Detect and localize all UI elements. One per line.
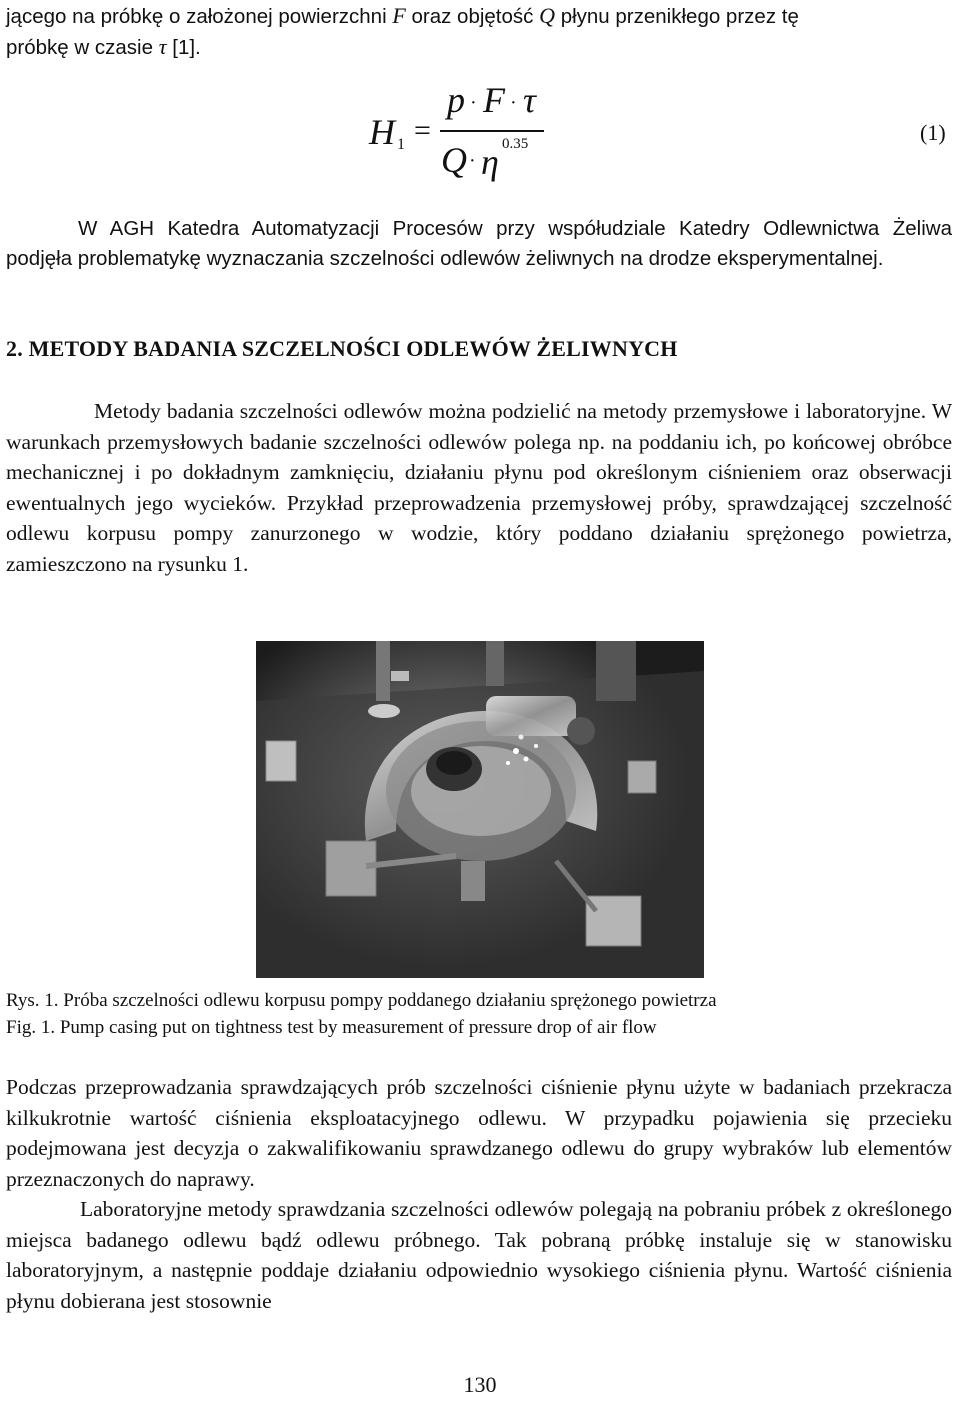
equation-dot-1: · xyxy=(470,92,477,114)
fraction-bar xyxy=(440,130,544,132)
top-text-line-1 xyxy=(6,0,952,32)
equation-num-tau: τ xyxy=(523,80,536,120)
equation-1 xyxy=(0,80,960,198)
top-text-2b: [1]. xyxy=(166,36,201,59)
paragraph-4: Laboratoryjne metody sprawdzania szczelności odlewów polegają na pobraniu próbek z określonego miejsca badanego odlewu bądź odlewu próbnego. Tak pobraną próbkę instaluje się w stanowisku laboratoryjnym, a następnie poddaje działaniu odpowiednio wysokiego ciśnienia płynu. Wartość ciśnienia płynu dobierana jest stosownie xyxy=(6,1197,952,1313)
top-text-1c: płynu przenikłego przez tę xyxy=(555,5,799,28)
equation-dot-3: · xyxy=(469,150,476,172)
figure-caption-english: Fig. 1. Pump casing put on tightness test by measurement of pressure drop of air flow xyxy=(6,1017,657,1038)
equation-den-eta: η xyxy=(481,142,499,182)
paragraph-3: Podczas przeprowadzania sprawdzających prób szczelności ciśnienie płynu użyte w badaniach przekracza kilkukrotnie wartość ciśnienia eksploatacyjnego odlewu. W przypadku pojawienia się przecieku podejmowana jest decyzja o zakwalifikowaniu sprawdzanego odlewu do grupy wybraków lub elementów przeznaczonych do naprawy. xyxy=(6,1075,952,1191)
top-text-2a: próbkę w czasie xyxy=(6,36,159,59)
photo-illustration xyxy=(256,641,704,978)
equation-dot-2: · xyxy=(510,92,517,114)
equation-den-Q: Q xyxy=(441,140,467,180)
equation-equals: = xyxy=(414,114,431,147)
paragraph-2: Metody badania szczelności odlewów można podzielić na metody przemysłowe i laboratoryjne. W warunkach przemysłowych badanie szczelności odlewów polega np. na poddaniu ich, po końcowej obróbce mechanicznej i po dokładnym zamknięciu, działaniu płynu pod określonym ciśnieniem oraz obserwacji ewentualnych jego wycieków. Przykład przeprowadzenia przemysłowej próby, sprawdzającej szczelność odlewu korpusu pompy zanurzonego w wodzie, który poddano działaniu sprężonego powietrza, zamieszczono na rysunku 1. xyxy=(6,399,952,576)
section-heading: 2. METODY BADANIA SZCZELNOŚCI ODLEWÓW ŻELIWNYCH xyxy=(6,336,678,361)
equation-num-p: p xyxy=(447,80,465,120)
equation-exponent: 0.35 xyxy=(502,136,529,152)
variable-F: F xyxy=(392,3,406,28)
equation-num-F: F xyxy=(483,80,505,120)
top-text-line-2 xyxy=(6,31,952,63)
variable-Q: Q xyxy=(539,3,555,28)
figure-photo-pump-casing xyxy=(256,641,704,978)
figure-caption-polish: Rys. 1. Próba szczelności odlewu korpusu pompy poddanego działaniu sprężonego powietrza xyxy=(6,990,717,1011)
page-number: 130 xyxy=(463,1372,497,1397)
top-text-1b: oraz objętość xyxy=(405,5,540,28)
variable-tau: τ xyxy=(158,34,167,59)
equation-lhs: H xyxy=(369,112,395,152)
paragraph-1: W AGH Katedra Automatyzacji Procesów przy współudziale Katedry Odlewnictwa Żeliwa podjęła problematykę wyznaczania szczelności odlewów żeliwnych na drodze eksperymentalnej. xyxy=(6,217,952,270)
top-text-1a: jącego na próbkę o założonej powierzchni xyxy=(6,5,393,28)
equation-lhs-subscript: 1 xyxy=(397,136,405,153)
equation-number: (1) xyxy=(920,120,946,145)
